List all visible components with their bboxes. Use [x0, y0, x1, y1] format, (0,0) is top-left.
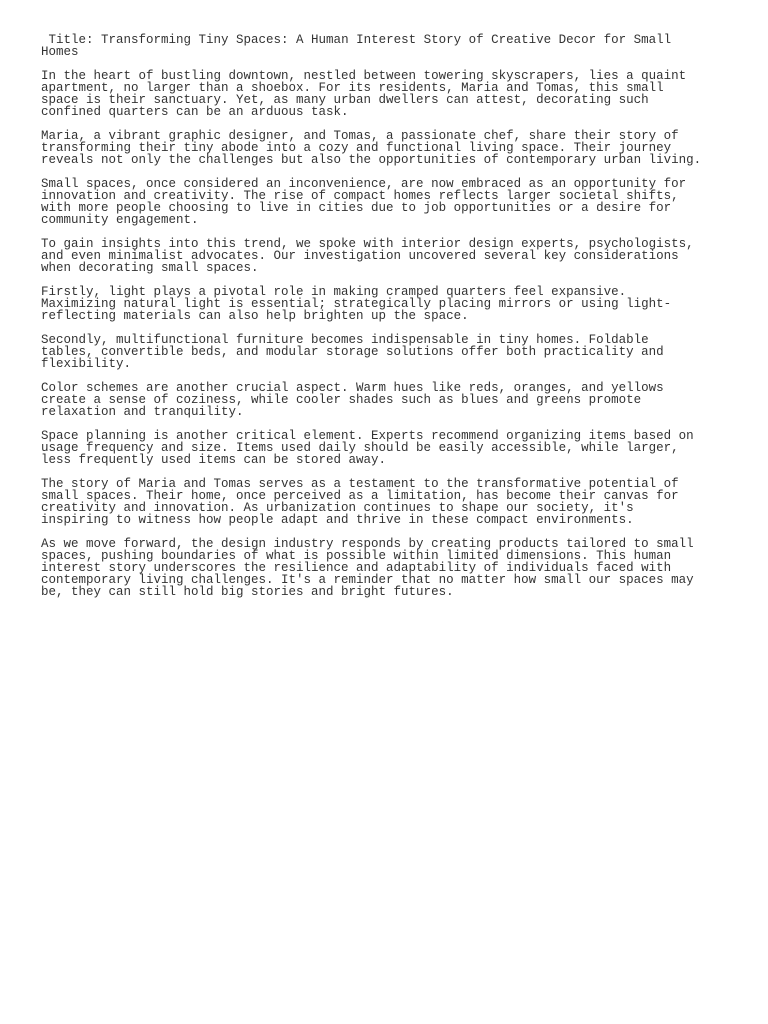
paragraph-small-spaces: Small spaces, once considered an inconvenience, are now embraced as an opportunity for innovation and creativity. The rise of compact homes reflects larger societal shifts, with more people choosing to live in cities due to job opportunities or a desire for community engagement.: [41, 177, 687, 227]
paragraph-intro: In the heart of bustling downtown, nestled between towering skyscrapers, lies a quaint apartment, no larger than a shoebox. For its residents, Maria and Tomas, this small space is their sanctuary. Yet, as many urban dwellers can attest, decorating such confined quarters can be an arduous task.: [41, 69, 687, 119]
paragraph-conclusion: As we move forward, the design industry responds by creating products tailored to small spaces, pushing boundaries of what is possible within limited dimensions. This human interest story underscores the resilience and adaptability of individuals faced with contemporary living challenges. It's a reminder that no matter how small our spaces may be, they can still hold big stories and bright futures.: [41, 537, 694, 599]
paragraph-color: Color schemes are another crucial aspect. Warm hues like reds, oranges, and yellows create a sense of coziness, while cooler shades such as blues and greens promote relaxation and tranquility.: [41, 381, 664, 419]
paragraph-maria-tomas: Maria, a vibrant graphic designer, and Tomas, a passionate chef, share their story of transforming their tiny abode into a cozy and functional living space. Their journey reveals not only the challenges but also the opportunities of contemporary urban living.: [41, 129, 702, 167]
paragraph-light: Firstly, light plays a pivotal role in making cramped quarters feel expansive. Maximizing natural light is essential; strategically placing mirrors or using light-reflecting materials can also help brighten up the space.: [41, 285, 672, 323]
document-title: Title: Transforming Tiny Spaces: A Human Interest Story of Creative Decor for Small Homes: [41, 33, 679, 59]
paragraph-space-planning: Space planning is another critical element. Experts recommend organizing items based on usage frequency and size. Items used daily should be easily accessible, while larger, less frequently used items can be stored away.: [41, 429, 694, 467]
paragraph-testament: The story of Maria and Tomas serves as a testament to the transformative potential of small spaces. Their home, once perceived as a limitation, has become their canvas for creativity and innovation. As urbanization continues to shape our society, it's inspiring to witness how people adapt and thrive in these compact environments.: [41, 477, 679, 527]
paragraph-insights: To gain insights into this trend, we spoke with interior design experts, psychologists, and even minimalist advocates. Our investigation uncovered several key considerations when decorating small spaces.: [41, 237, 694, 275]
document-page: [41, 34, 706, 610]
paragraph-furniture: Secondly, multifunctional furniture becomes indispensable in tiny homes. Foldable tables, convertible beds, and modular storage solutions offer both practicality and flexibility.: [41, 333, 664, 371]
